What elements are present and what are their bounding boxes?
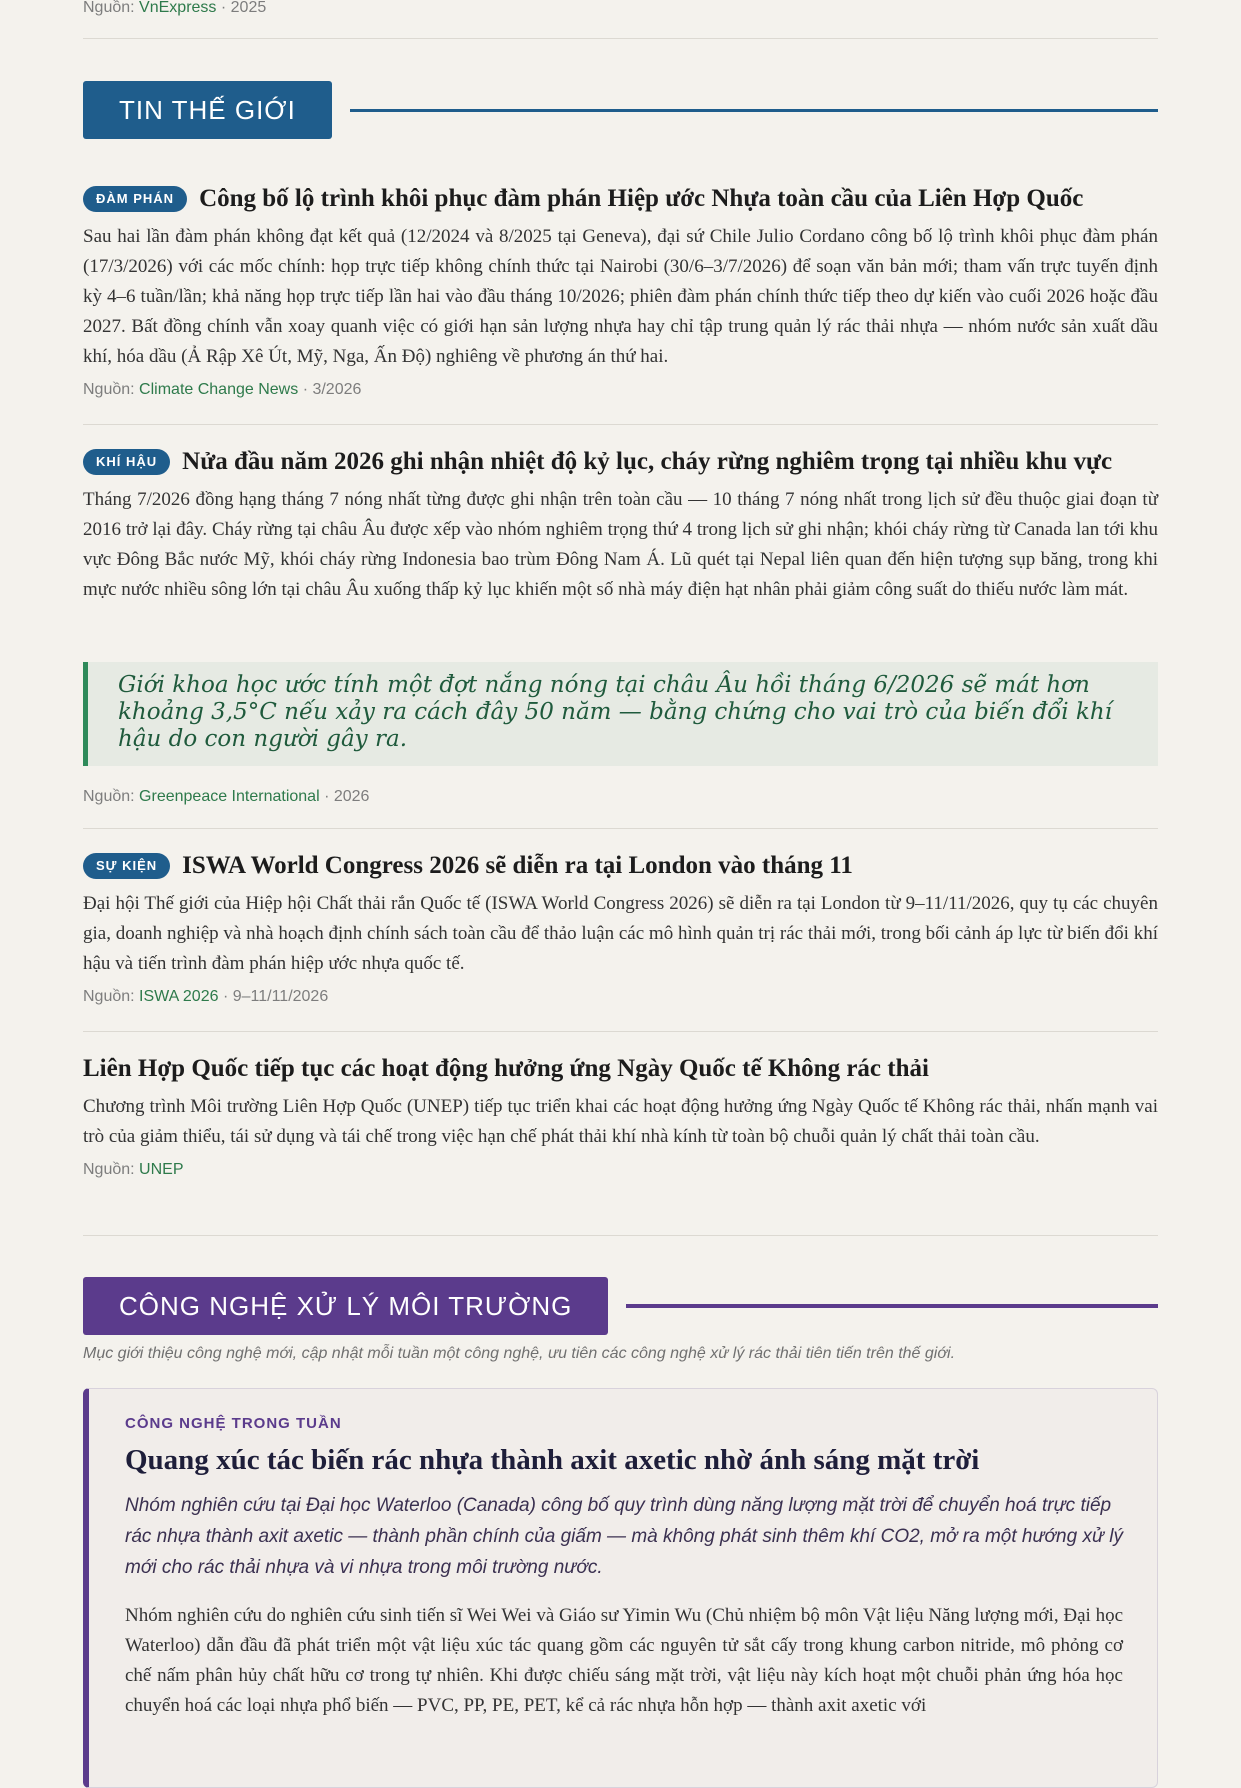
article-body: Tháng 7/2026 đồng hạng tháng 7 nóng nhất từng được ghi nhận trên toàn cầu — 10 tháng 7 nóng nhất trong lịch sử đều thuộc giai đoạn từ 2016 trở lại đây. Cháy rừng tại châu Âu được xếp vào nhóm nghiêm trọng thứ 4 trong lịch sử ghi nhận; khói cháy rừng từ Canada lan tới khu vực Đông Bắc nước Mỹ, khói cháy rừng Indonesia bao trùm Đông Nam Á. Lũ quét tại Nepal liên quan đến hiện tượng sụp băng, trong khi mực nước nhiều sông lớn tại châu Âu xuống thấp kỷ lục khiến một số nhà máy điện hạt nhân phải giảm công suất do thiếu nước làm mát.	[83, 489, 1158, 600]
tech-section-header	[83, 1277, 1158, 1335]
article-title[interactable]: Công bố lộ trình khôi phục đàm phán Hiệp ước Nhựa toàn cầu của Liên Hợp Quốc	[199, 185, 1084, 212]
source-link[interactable]: Greenpeace International	[139, 788, 320, 805]
section-rule	[350, 109, 1158, 112]
section-title: CÔNG NGHỆ XỬ LÝ MÔI TRƯỜNG	[83, 1277, 608, 1335]
news-article	[83, 447, 1158, 605]
article-divider	[83, 1031, 1158, 1032]
article-body: Đại hội Thế giới của Hiệp hội Chất thải rắn Quốc tế (ISWA World Congress 2026) sẽ diễn ra tại London từ 9–11/11/2026, quy tụ các chuyên gia, doanh nghiệp và nhà hoạch định chính sách toàn cầu để thảo luận các mô hình quản trị rác thải mới, trong bối cảnh áp lực từ biến đổi khí hậu và tiến trình đàm phán hiệp ước nhựa quốc tế.	[83, 893, 1158, 974]
article-header	[83, 184, 1158, 214]
tech-lead: Nhóm nghiên cứu tại Đại học Waterloo (Canada) công bố quy trình dùng năng lượng mặt trời để chuyển hoá trực tiếp rác nhựa thành axit axetic — thành phần chính của giấm — mà không phát sinh thêm khí CO2, mở ra một hướng xử lý mới cho rác thải nhựa và vi nhựa trong môi trường nước.	[125, 1495, 1123, 1578]
world-news-section-header	[83, 81, 1158, 139]
article-header	[83, 1054, 1158, 1084]
article-body: Chương trình Môi trường Liên Hợp Quốc (UNEP) tiếp tục triển khai các hoạt động hưởng ứng Ngày Quốc tế Không rác thải, nhấn mạnh vai trò của giảm thiểu, tái sử dụng và tái chế trong việc hạn chế phát thải khí nhà kính từ toàn bộ chuỗi quản lý chất thải toàn cầu.	[83, 1096, 1158, 1147]
article-source: Nguồn: Greenpeace International · 2026	[83, 788, 370, 805]
source-link[interactable]: ISWA 2026	[139, 988, 219, 1005]
article-header	[83, 851, 1158, 881]
category-tag: SỰ KIỆN	[83, 853, 170, 879]
section-intro: Mục giới thiệu công nghệ mới, cập nhật mỗi tuần một công nghệ, ưu tiên các công nghệ xử lý rác thải tiên tiến trên thế giới.	[83, 1345, 956, 1362]
source-link[interactable]: Climate Change News	[139, 381, 299, 398]
article-source: Nguồn: UNEP	[83, 1161, 184, 1178]
article-body: Sau hai lần đàm phán không đạt kết quả (12/2024 và 8/2025 tại Geneva), đại sứ Chile Julio Cordano công bố lộ trình khôi phục đàm phán (17/3/2026) với các mốc chính: họp trực tiếp không chính thức tại Nairobi (30/6–3/7/2026) để soạn văn bản mới; tham vấn trực tuyến định kỳ 4–6 tuần/lần; khả năng họp trực tiếp lần hai vào đầu tháng 10/2026; phiên đàm phán chính thức tiếp theo dự kiến vào cuối 2026 hoặc đầu 2027. Bất đồng chính vẫn xoay quanh việc có giới hạn sản lượng nhựa hay chỉ tập trung quản lý rác thải nhựa — nhóm nước sản xuất dầu khí, hóa dầu (Ả Rập Xê Út, Mỹ, Nga, Ấn Độ) nghiêng về phương án thứ hai.	[83, 226, 1158, 367]
section-title: TIN THẾ GIỚI	[83, 81, 332, 139]
article-title[interactable]: Liên Hợp Quốc tiếp tục các hoạt động hưởng ứng Ngày Quốc tế Không rác thải	[83, 1055, 929, 1082]
tech-feature-card	[83, 1388, 1158, 1788]
article-divider	[83, 828, 1158, 829]
article-divider	[83, 38, 1158, 39]
article-title[interactable]: Nửa đầu năm 2026 ghi nhận nhiệt độ kỷ lục, cháy rừng nghiêm trọng tại nhiều khu vực	[182, 448, 1113, 475]
source-link[interactable]: VnExpress	[139, 0, 217, 16]
news-article	[83, 851, 1158, 1007]
category-tag: KHÍ HẬU	[83, 449, 170, 475]
article-divider	[83, 424, 1158, 425]
tech-body: Nhóm nghiên cứu do nghiên cứu sinh tiến sĩ Wei Wei và Giáo sư Yimin Wu (Chủ nhiệm bộ môn Vật liệu Năng lượng mới, Đại học Waterloo) dẫn đầu đã phát triển một vật liệu xúc tác quang gồm các nguyên tử sắt cấy trong khung carbon nitride, mô phỏng cơ chế nấm phân hủy chất hữu cơ trong tự nhiên. Khi được chiếu sáng mặt trời, vật liệu này kích hoạt một chuỗi phản ứng hóa học chuyển hoá các loại nhựa phổ biến — PVC, PP, PE, PET, kể cả rác nhựa hỗn hợp — thành axit axetic với	[125, 1605, 1123, 1716]
article-title[interactable]: ISWA World Congress 2026 sẽ diễn ra tại London vào tháng 11	[182, 852, 853, 879]
category-tag: ĐÀM PHÁN	[83, 186, 187, 212]
news-article	[83, 184, 1158, 400]
article-divider	[83, 1235, 1158, 1236]
article-source: Nguồn: ISWA 2026 · 9–11/11/2026	[83, 988, 329, 1005]
source-link[interactable]: UNEP	[139, 1161, 184, 1178]
news-article	[83, 1054, 1158, 1180]
article-source: Nguồn: Climate Change News · 3/2026	[83, 381, 362, 398]
pull-quote: Giới khoa học ước tính một đợt nắng nóng tại châu Âu hồi tháng 6/2026 sẽ mát hơn khoảng 3,5°C nếu xảy ra cách đây 50 năm — bằng chứng cho vai trò của biến đổi khí hậu do con người gây ra.	[83, 662, 1158, 766]
tech-kicker: CÔNG NGHỆ TRONG TUẦN	[125, 1415, 342, 1432]
tech-title[interactable]: Quang xúc tác biến rác nhựa thành axit axetic nhờ ánh sáng mặt trời	[125, 1444, 980, 1476]
article-header	[83, 447, 1158, 477]
section-rule	[626, 1304, 1158, 1308]
article-source: Nguồn: VnExpress · 2025	[83, 0, 267, 16]
